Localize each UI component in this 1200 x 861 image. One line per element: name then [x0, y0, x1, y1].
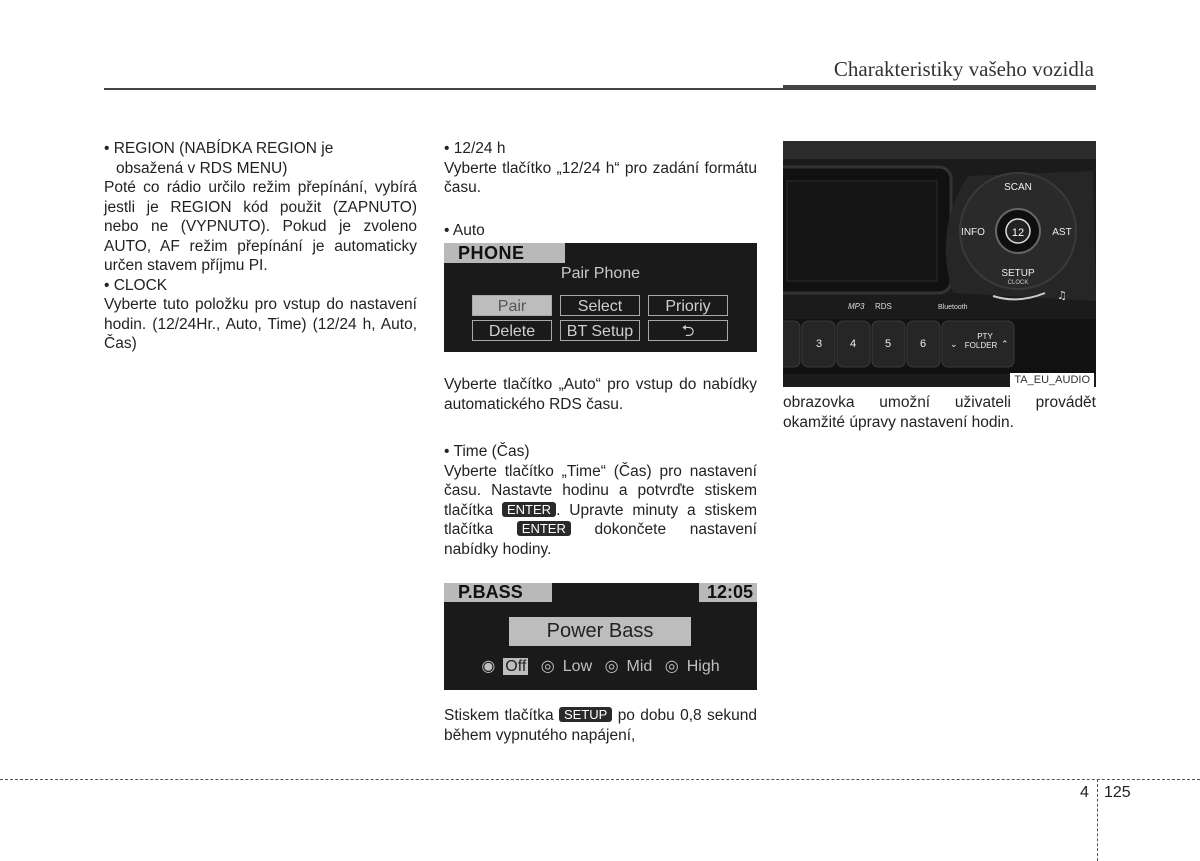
radio-clock-label: CLOCK: [1007, 280, 1029, 286]
radio-center-label: 12: [1011, 227, 1025, 239]
radio-folder-label: FOLDER: [964, 341, 998, 350]
enter-key-label-2: ENTER: [517, 521, 571, 536]
setup-paragraph: [444, 706, 757, 745]
bass-screen-title: P.BASS: [458, 582, 523, 602]
phone-screen-image: [444, 243, 757, 352]
chevron-down-icon: ⌄: [950, 340, 958, 350]
music-note-icon: ♫: [1057, 289, 1067, 302]
time-paragraph: [444, 462, 757, 560]
radio-setup-label: SETUP: [1001, 268, 1035, 279]
chapter-number: 4: [1080, 784, 1089, 801]
phone-screen-subtitle: Pair Phone: [560, 265, 641, 282]
delete-button: Delete: [472, 320, 552, 341]
radio-key-5: 5: [884, 338, 892, 350]
footer-dashed-rule: [0, 779, 1200, 780]
time-text-1: Vyberte tlačítko „Time“ (Čas) pro nastavení času. Nastavte hodinu a potvrďte stiskem tlačítka: [444, 462, 757, 519]
radio-dot-icon: ◎: [664, 658, 679, 675]
column-2-mid: [444, 375, 757, 559]
column-1: [104, 139, 417, 354]
time-bullet: • Time (Čas): [444, 443, 530, 460]
auto-paragraph: Vyberte tlačítko „Auto“ pro vstup do nabídky automatického RDS času.: [444, 376, 757, 413]
radio-dot-icon: ◎: [604, 658, 619, 675]
region-paragraph: Poté co rádio určilo režim přepínání, vybírá jestli je REGION kód použit (ZAPNUTO) nebo ne (VYPNUTO). Pokud je zvoleno AUTO, AF režim přepínání je automaticky určen stavem příjmu PI.: [104, 179, 417, 274]
clock-paragraph: Vyberte tuto položku pro vstup do nastavení hodin. (12/24Hr., Auto, Time) (12/24 h, Auto, Čas): [104, 296, 417, 352]
column-2-bottom: [444, 706, 757, 745]
badge-bluetooth: Bluetooth: [938, 304, 968, 311]
back-icon: ⮌: [648, 320, 728, 341]
enter-key-label: ENTER: [502, 502, 556, 517]
badge-rds: RDS: [875, 302, 892, 311]
bass-option-off: Off: [505, 658, 527, 675]
radio-info-label: INFO: [961, 227, 985, 238]
radio-ast-label: AST: [1052, 227, 1072, 238]
bass-option-mid: Mid: [626, 658, 653, 675]
radio-scan-label: SCAN: [1004, 182, 1032, 193]
radio-dot-icon: ◉: [481, 658, 496, 675]
chevron-up-icon: ⌃: [1001, 340, 1009, 350]
bass-option-high: High: [686, 658, 720, 675]
setup-key-label: SETUP: [559, 707, 612, 722]
radio-pty-label: PTY: [977, 332, 993, 341]
col3-paragraph: obrazovka umožní uživateli provádět okamžité úpravy nastavení hodin.: [783, 394, 1096, 431]
priority-button: Prioriy: [648, 295, 728, 316]
page-header-title: Charakteristiky vašeho vozidla: [833, 57, 1094, 81]
region-bullet: • REGION (NABÍDKA REGION je: [104, 140, 334, 157]
bass-screen-image: [444, 583, 757, 690]
page-number: 125: [1104, 784, 1131, 801]
time-text-2: . Upravte minuty a stiskem tlačítka: [444, 501, 757, 538]
region-bullet-cont: obsažená v RDS MENU): [116, 159, 288, 177]
bass-options: [444, 656, 757, 676]
pair-button: Pair: [472, 295, 552, 316]
footer-dashed-divider: [1097, 779, 1098, 861]
h1224-paragraph: Vyberte tlačítko „12/24 h“ pro zadání formátu času.: [444, 159, 757, 196]
time-text-3: dokončete nastavení nabídky hodiny.: [444, 521, 757, 558]
car-radio-image: [783, 141, 1096, 387]
column-3: [783, 393, 1096, 432]
auto-bullet: • Auto: [444, 221, 485, 239]
setup-text-2: po dobu 0,8 sekund během vypnutého napájení,: [444, 707, 758, 744]
image-caption: TA_EU_AUDIO: [1010, 373, 1094, 387]
setup-text-1: Stiskem tlačítka: [444, 707, 554, 724]
phone-screen-title: PHONE: [444, 243, 565, 263]
power-bass-label: Power Bass: [509, 617, 691, 646]
radio-key-6: 6: [919, 338, 927, 350]
h1224-bullet: • 12/24 h: [444, 140, 506, 157]
clock-bullet: • CLOCK: [104, 276, 168, 294]
bass-option-low: Low: [562, 658, 593, 675]
bt-setup-button: BT Setup: [560, 320, 640, 341]
radio-dot-icon: ◎: [540, 658, 555, 675]
car-radio-drawing: [783, 141, 1096, 387]
bass-screen-time: 12:05: [706, 582, 753, 602]
radio-key-3: 3: [815, 338, 823, 350]
badge-mp3: MP3: [848, 302, 865, 311]
header-rule-accent: [783, 85, 1096, 90]
bass-bar-gap: [552, 583, 699, 602]
select-button: Select: [560, 295, 640, 316]
radio-key-4: 4: [849, 338, 857, 350]
